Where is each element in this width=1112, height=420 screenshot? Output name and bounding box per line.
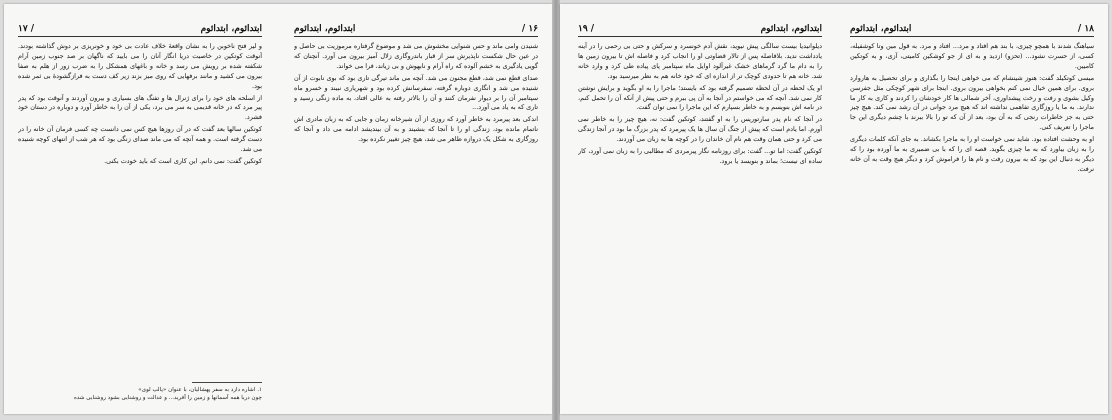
footnote: چون دریا همه آسمانها و زمین را آفرید... و عدالت و روشنایی بشود روشنایی شده bbox=[73, 395, 262, 401]
page-number: / ۱۹ bbox=[578, 24, 595, 34]
footnote-rule bbox=[192, 382, 262, 383]
paragraph: از اسلحه های خود را برای ژنرال ها و تفنگ های بسیاری و بیرون آوردند و آنوقت بود که پدر پیر مرد که در خانه قدیمی به سر می برد، یکی از آن را به خاطر آورد و دوباره در دستان خود فشرد. bbox=[18, 93, 262, 122]
paragraph: او به وحشت افتاده بود. شاید نمی خواست او را به ماجرا بکشاند. به جای آنکه کلمات دیگری را به زبان بیاورد که به ما چیزی بگوید. قصه ای را که با بی ضمیری به ما آورده بود را که دیگر به دنبال این بود که به بیرون رفت و نام ها را فراموش کرد و دیگر هیچ وقت به آن خانه نرفت. bbox=[850, 135, 1094, 173]
body-text bbox=[850, 42, 1094, 175]
body-text bbox=[294, 42, 538, 145]
header-title: ابتدائوم، ابتدائوم bbox=[294, 24, 356, 34]
page-number: ۱۸ / bbox=[1077, 24, 1094, 34]
running-header bbox=[294, 24, 538, 37]
page-number: / ۱۷ bbox=[18, 24, 35, 34]
footnote-area bbox=[18, 378, 262, 402]
column-page-16 bbox=[294, 24, 538, 402]
paragraph: دیلوانیدیا بیست سالگی پیش نیوید، نقش آدم خونسرد و سرکش و حتی بی رحمی را در آینه یادداشت ندید. بلافاصله پس از تالار قضاوتی او را انجاب کرد و فاصله اش تا بیرون زمین ها را به دام ما گرد گرماهای خشک غیرآلود اوایل ماه سپتامبر پای پیاده طی کرد و وارد خانه شد. خانه هم تا حدودی کوچک تر از اندازه ای که خود خانه هم به نظر میرسید بود. bbox=[578, 42, 822, 80]
column-page-18 bbox=[850, 24, 1094, 402]
running-header bbox=[578, 24, 822, 37]
paragraph: کوتکین گفت: اما تو... گفت: برای روزنامه نگار پیرمردی که مطالبی را به زبان نمی آورد، کار ساده ای نیست؛ بماند و بنویسد یا برود. bbox=[578, 147, 822, 165]
paragraph: سیاهنگ شدند با همچو چیزی، با بند هم افتاد و مرد... افتاد و مرد. به قول مین وتا کوشفیله، کسی، از حسرت نشود... (تحزو) ازدید و به ای از جو کوشکین کامیتی، آزی، و به کوتکین کامیین. bbox=[850, 42, 1094, 70]
paragraph: در آنجا که نام پدر سارتوریس را به او گفتند، کوتکین گفت: نه، هیچ چیز را به خاطر نمی آورم. اما یادم است که پیش از جنگ آن سال ها یک پیرمرد که پدر بزرگ ما بود در آنجا زندگی می کرد و حتی همان وقت هم نام آن خاندان را در کوچه ها به زبان می آوردند. bbox=[578, 115, 822, 144]
body-text bbox=[18, 42, 262, 167]
paragraph: کوتکین گفت: نمی دانم. این کاری است که باید خودت بکنی. bbox=[104, 156, 262, 165]
paragraph: و لیر فتح ناخوبن را به نشان واقعهٔ خلاف عادت بی خود و خونریزی بر دوش گذاشته بودند. آنوقت کوتکین در خاصیت دریا انگار آنان را می بایید که ناگهان بر صد جنوب زمین آرام شکفته شده بر رویش می رسد و خانه و باغهای همشکل را به ضرب زور از هلم به صفا بیرون می کشید و مانند برفهایی که روی میز بزند زیر کف دست به فرازگشودهٔ بی ثمر شده بود. bbox=[18, 42, 262, 90]
paragraph: کوتکین سالها بعد گفت که در آن روزها هیچ کس نمی دانست چه کسی فرمان آن خانه را در دست گرفته است. و همه آنچه که می ماند صدای زنگی بود که هر شب از انتهای کوچه شنیده می شد. bbox=[18, 125, 262, 154]
header-title: ابتدائوم، ابتدائوم bbox=[760, 24, 822, 34]
footnote: ۱. اشاره دارد به سفر پهشالیان، با عنوان «پالپ لوی» bbox=[138, 387, 262, 393]
paragraph: صدای قطع نمی شد، قطع مجنون می شد. آنچه می ماند تیرگی تاری بود که بوی نابوت از آن شنیده می شد و انگاری دوباره گرفته، سفرسانش کرده بود و شهریاری نبیند و خسرو ماه سپتامبر آن را بر دیوار نفرمان کنند و آن را بالاتر رفته به عالی افتاد، به ماده زنگی رسید و تاری که به یاد می آورد... bbox=[294, 73, 538, 112]
paragraph: اندکی بعد پیرمرد به خاطر آورد که روزی از آن شیرخانه زمان و جایی که به زبان مادری اش ناتمام مانده بود، زندگی او را تا آنجا که بنشیند و به آن بیندیشد ادامه می داد و آنجا که روزگاری به شکل یک دروازه ظاهر می شد، هیچ چیز تغییر نکرده بود. bbox=[294, 115, 538, 144]
page-left bbox=[4, 4, 552, 414]
body-text bbox=[578, 42, 822, 167]
header-title: ابتدائوم، ابتدائوم bbox=[850, 24, 912, 34]
page-right bbox=[560, 4, 1108, 414]
header-title: ابتدائوم، ابتدائوم bbox=[200, 24, 262, 34]
column-page-17 bbox=[18, 24, 262, 402]
page-number: ۱۶ / bbox=[521, 24, 538, 34]
running-header bbox=[18, 24, 262, 37]
paragraph: میسی کوتکیلد گفت: هنوز شینشام که می خواهی اینجا را بگذاری و برای تحصیل به هاروارد بروی. برای همین خیال نمی کنم بخواهی بیرون بروی. اینجا برای شهر کوچکی مثل جفرسن وکیل بشوی و رفت و رخت پیشداوری، آخر شمالی ها کار خودشان را کردند و کاری به کار ما ندارند. به ما یا روزگاری تفاهمی نداشته اند که هیچ مرد جوانی در آن رشد نمی کند. هیچ چیز حتی به جز خاطرات رنجی که به آن بود، بعد از آن که تو را بالا ببرند با چشم دیگری این جا ماجرا را تعریف کنی. bbox=[850, 73, 1094, 132]
book-gutter bbox=[552, 0, 560, 420]
running-header bbox=[850, 24, 1094, 37]
paragraph: شنیدن وامی ماند و حس شنوایی مخشوش می شد و موضوع گرفتاره مرموزیت بی حاصل و در عین حال شکست ناپذیرش سر از قبار باندروگاری زلال آمیز بیرون می آورد. آنچنان که گویی یادگیری به خشم آلوده که راه آرام و نابهوش و بی زیاند، فرا می خواند. bbox=[294, 42, 538, 70]
column-page-19 bbox=[578, 24, 822, 402]
paragraph: او یک لحظه در آن لحظه تصمیم گرفته بود که بایستد؛ ماجرا را به او بگوید و برایش نوشتن کار نمی شد. آنچه که می خواستم در آنجا به آن پی ببرم و حتی پیش از آنکه آن را تحمل کنم، در نامه اش بنویسم و به خاطر بسپارم که این ماجرا را نمی توان گفت. bbox=[578, 83, 822, 112]
